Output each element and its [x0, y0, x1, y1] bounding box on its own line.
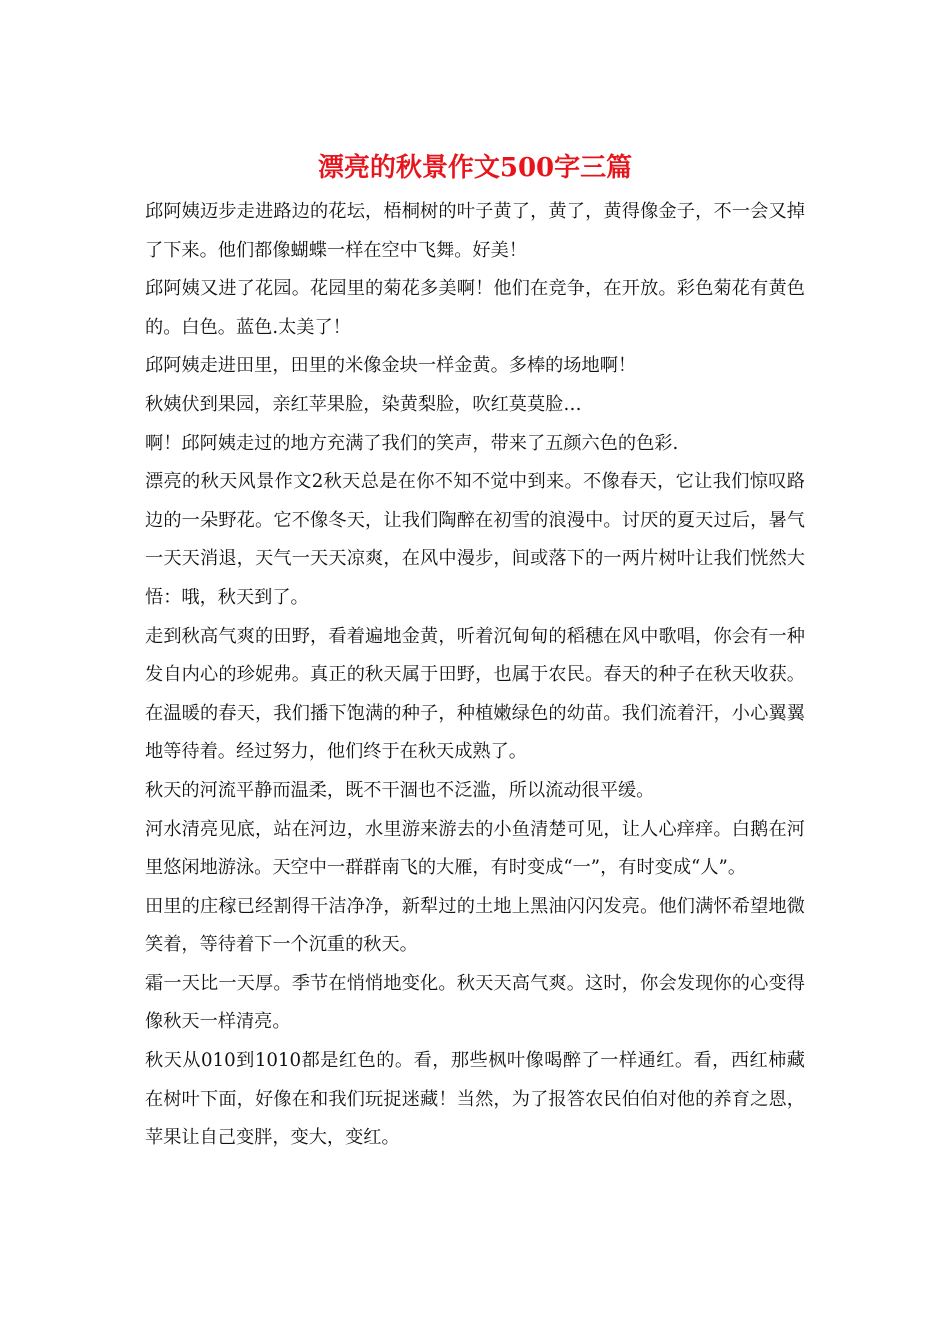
- paragraph: 邱阿姨又进了花园。花园里的菊花多美啊！他们在竞争，在开放。彩色菊花有黄色的。白色。蓝色.太美了！: [145, 278, 805, 338]
- paragraph: 啊！邱阿姨走过的地方充满了我们的笑声，带来了五颜六色的色彩.: [145, 432, 679, 454]
- paragraph: 走到秋高气爽的田野，看着遍地金黄，听着沉甸甸的稻穗在风中歌唱，你会有一种发自内心的珍妮弗。真正的秋天属于田野，也属于农民。春天的种子在秋天收获。在温暖的春天，我们播下饱满的种子，种植嫩绿色的幼苗。我们流着汗，小心翼翼地等待着。经过努力，他们终于在秋天成熟了。: [145, 625, 805, 763]
- paragraph: 田里的庄稼已经割得干洁净净，新犁过的土地上黑油闪闪发亮。他们满怀希望地微笑着，等待着下一个沉重的秋天。: [145, 895, 805, 956]
- paragraph: 河水清亮见底，站在河边，水里游来游去的小鱼清楚可见，让人心痒痒。白鹅在河里悠闲地游泳。天空中一群群南飞的大雁，有时变成“一”，有时变成“人”。: [145, 818, 805, 879]
- paragraph: 秋姨伏到果园，亲红苹果脸，染黄梨脸，吹红莫莫脸…: [145, 393, 582, 415]
- paragraph: 霜一天比一天厚。季节在悄悄地变化。秋天天高气爽。这时，你会发现你的心变得像秋天一样清亮。: [145, 972, 805, 1033]
- paragraph: 秋天从010到1010都是红色的。看，那些枫叶像喝醉了一样通红。看，西红柿藏在树叶下面，好像在和我们玩捉迷藏！当然，为了报答农民伯伯对他的养育之恩，苹果让自己变胖，变大，变红。: [145, 1050, 805, 1149]
- paragraph: 邱阿姨走进田里，田里的米像金块一样金黄。多棒的场地啊！: [145, 355, 637, 377]
- paragraph: 漂亮的秋天风景作文2秋天总是在你不知不觉中到来。不像春天，它让我们惊叹路边的一朵野花。它不像冬天，让我们陶醉在初雪的浪漫中。讨厌的夏天过后，暑气一天天消退，天气一天天凉爽，在风中漫步，间或落下的一两片树叶让我们恍然大悟：哦，秋天到了。: [145, 471, 805, 608]
- paragraph: 秋天的河流平静而温柔，既不干涸也不泛滥，所以流动很平缓。: [145, 779, 655, 801]
- page-title: 漂亮的秋景作文500字三篇: [317, 153, 633, 183]
- paragraph: 邱阿姨迈步走进路边的花坛，梧桐树的叶子黄了，黄了，黄得像金子，不一会又掉了下来。他们都像蝴蝶一样在空中飞舞。好美！: [145, 201, 805, 261]
- article-body: [145, 193, 805, 1158]
